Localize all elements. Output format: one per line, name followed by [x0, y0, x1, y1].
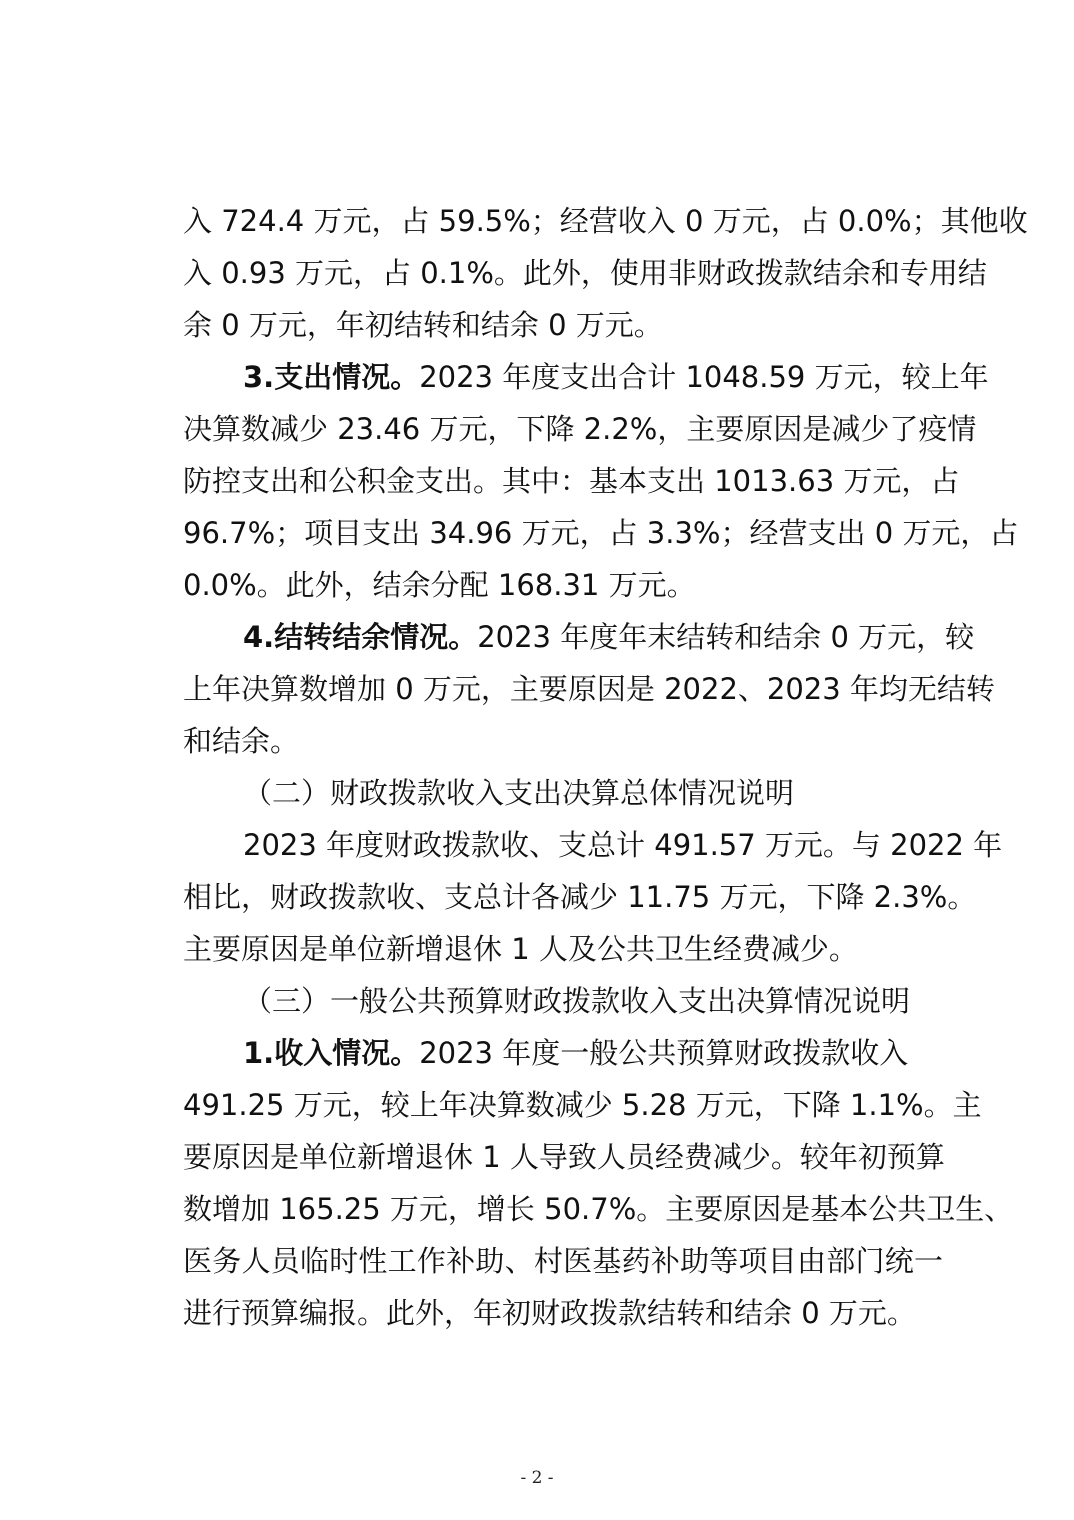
text-line: 相比，财政拨款收、支总计各减少 11.75 万元，下降 2.3%。	[183, 880, 977, 914]
text-line: 入 724.4 万元，占 59.5%；经营收入 0 万元，占 0.0%；其他收	[183, 204, 1028, 238]
text-line: 96.7%；项目支出 34.96 万元，占 3.3%；经营支出 0 万元，占	[183, 516, 1019, 550]
text-line: 余 0 万元，年初结转和结余 0 万元。	[183, 308, 663, 342]
text-line: 2023 年度财政拨款收、支总计 491.57 万元。与 2022 年	[243, 828, 1003, 862]
section-heading-2: （二）财政拨款收入支出决算总体情况说明	[243, 776, 795, 810]
paragraph-income-first-line	[243, 1027, 943, 1079]
text-run: 2023 年度一般公共预算财政拨款收入	[419, 1036, 909, 1070]
sub-heading-income: 1.收入情况。	[243, 1036, 420, 1070]
text-line: 0.0%。此外，结余分配 168.31 万元。	[183, 568, 696, 602]
text-line: 决算数减少 23.46 万元，下降 2.2%，主要原因是减少了疫情	[183, 412, 977, 446]
page-number: - 2 -	[520, 1468, 554, 1488]
text-line: 主要原因是单位新增退休 1 人及公共卫生经费减少。	[183, 932, 858, 966]
text-line: 医务人员临时性工作补助、村医基药补助等项目由部门统一	[183, 1244, 943, 1278]
section-heading-carryover: 4.结转结余情况。	[243, 620, 478, 654]
text-line: 和结余。	[183, 724, 300, 758]
text-run: 2023 年度支出合计 1048.59 万元，较上年	[419, 360, 989, 394]
paragraph-carryover-first-line	[243, 611, 975, 663]
section-heading-3: （三）一般公共预算财政拨款收入支出决算情况说明	[243, 984, 911, 1018]
section-heading-expense: 3.支出情况。	[243, 360, 420, 394]
text-line: 491.25 万元，较上年决算数减少 5.28 万元，下降 1.1%。主	[183, 1088, 982, 1122]
text-run: 2023 年度年末结转和结余 0 万元，较	[477, 620, 975, 654]
text-line: 要原因是单位新增退休 1 人导致人员经费减少。较年初预算	[183, 1140, 945, 1174]
text-line: 进行预算编报。此外，年初财政拨款结转和结余 0 万元。	[183, 1296, 916, 1330]
text-line: 数增加 165.25 万元，增长 50.7%。主要原因是基本公共卫生、	[183, 1192, 1014, 1226]
text-line: 入 0.93 万元，占 0.1%。此外，使用非财政拨款结余和专用结	[183, 256, 987, 290]
text-line: 上年决算数增加 0 万元，主要原因是 2022、2023 年均无结转	[183, 672, 995, 706]
paragraph-expense-first-line	[243, 351, 989, 403]
text-line: 防控支出和公积金支出。其中：基本支出 1013.63 万元，占	[183, 464, 960, 498]
